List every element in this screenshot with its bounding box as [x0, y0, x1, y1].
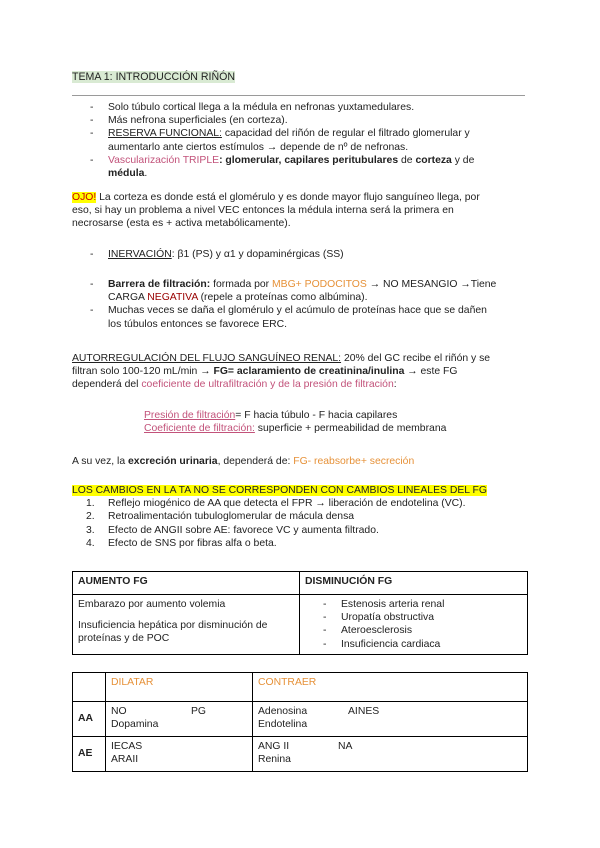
row-label: AA — [73, 702, 106, 737]
table-header: AUMENTO FG — [73, 572, 300, 595]
list-item: - Uropatía obstructiva — [323, 612, 434, 624]
table-cell — [300, 595, 528, 655]
list-item: - RESERVA FUNCIONAL: capacidad del riñón de regular el filtrado glomerular y aumentarlo ante ciertos estímulos → depende de nº de nefronas. — [90, 128, 470, 153]
list-item: 3. Efecto de ANGII sobre AE: favorece VC y aumenta filtrado. — [86, 524, 379, 536]
fg-changes-table — [72, 571, 528, 655]
table-header: DISMINUCIÓN FG — [300, 572, 528, 595]
list-item: - Ateroesclerosis — [323, 625, 413, 637]
cambios-heading: LOS CAMBIOS EN LA TA NO SE CORRESPONDEN CON CAMBIOS LINEALES DEL FG — [72, 485, 487, 496]
list-item: - Solo túbulo cortical llega a la médula en nefronas yuxtamedulares. — [90, 102, 415, 113]
list-item: - Insuficiencia cardiaca — [323, 638, 441, 650]
cambios-section — [72, 484, 542, 550]
vasoactive-table — [72, 672, 528, 772]
page-title: TEMA 1: INTRODUCCIÓN RIÑÓN — [72, 71, 236, 83]
table-header: CONTRAER — [253, 673, 528, 702]
table-cell: IECAS ARAII — [106, 737, 253, 772]
table-cell — [73, 673, 106, 702]
presion-line: Presión de filtración= F hacia túbulo - F hacia capilares — [144, 410, 398, 421]
table-header: DILATAR — [106, 673, 253, 702]
formula-block — [144, 409, 524, 435]
table-cell: ANG II NA Renina — [253, 737, 528, 772]
row-label: AE — [73, 737, 106, 772]
list-item: 4. Efecto de SNS por fibras alfa o beta. — [86, 537, 277, 549]
list-item: - Estenosis arteria renal — [323, 599, 445, 610]
list-item: 2. Retroalimentación tubuloglomerular de mácula densa — [86, 511, 355, 523]
inervacion-item: - INERVACIÓN: β1 (PS) y α1 y dopaminérgicas (SS) — [90, 249, 344, 260]
list-item: - Barrera de filtración: formada por MBG+ PODOCITOS → NO MESANGIO →Tiene CARGA NEGATIVA (repele a proteínas como albúmina). — [90, 279, 497, 304]
autorregulacion-paragraph: AUTORREGULACIÓN DEL FLUJO SANGUÍNEO RENAL: 20% del GC recibe el riñón y se filtran solo 100-120 mL/min → FG= aclaramiento de creatinina/inulina → este FG dependerá del coeficiente de ultrafiltración y de la presión de filtración: — [72, 353, 491, 391]
bullet-list-2 — [72, 278, 532, 331]
list-item: - Más nefrona superficiales (en corteza). — [90, 115, 288, 127]
coeficiente-line: Coeficiente de filtración: superficie + permeabilidad de membrana — [144, 423, 447, 435]
list-item: - Muchas veces se daña el glomérulo y el acúmulo de proteínas hace que se dañen los túbulos entonces se favorece ERC. — [90, 305, 487, 330]
bullet-list-1 — [72, 101, 532, 180]
table-cell: Embarazo por aumento volemia Insuficiencia hepática por disminución de proteínas y de POC — [73, 595, 300, 655]
excrecion-line: A su vez, la excreción urinaria, dependerá de: FG- reabsorbe+ secreción — [72, 456, 415, 467]
list-item: - Vascularización TRIPLE: glomerular, capilares peritubulares de corteza y de médula. — [90, 154, 475, 180]
list-item: 1. Reflejo miogénico de AA que detecta el FPR → liberación de endotelina (VC). — [86, 498, 466, 510]
table-cell: Adenosina AINES Endotelina — [253, 702, 528, 737]
table-cell: NO PG Dopamina — [106, 702, 253, 737]
ojo-paragraph: OJO! La corteza es donde está el glomérulo y es donde mayor flujo sanguíneo llega, por eso, si hay un problema a nivel VEC entonces la médula interna será la primera en necrosarse (esta es + activa metabólicamente). — [72, 192, 480, 230]
title-divider — [72, 95, 525, 96]
